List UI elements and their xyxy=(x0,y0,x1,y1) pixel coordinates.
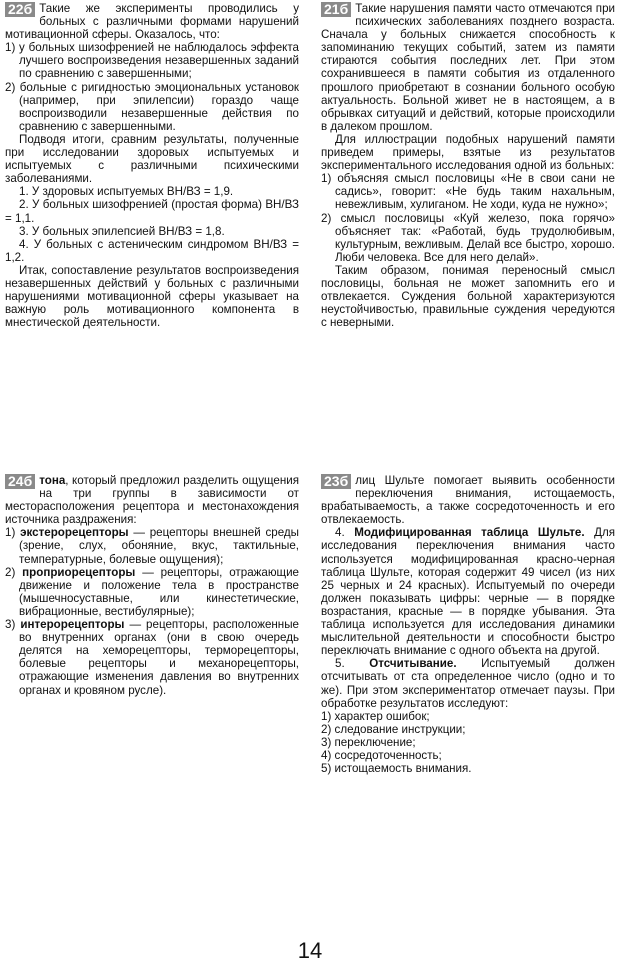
card-21-paragraph: Для иллюстрации подобных нарушений памяти приведем примеры, взятые из результатов экспериментального исследования одной из больных: xyxy=(321,132,615,173)
card-23-item: 2) следование инструкции; xyxy=(321,722,466,736)
card-21 xyxy=(321,2,615,329)
card-23-item: 1) характер ошибок; xyxy=(321,709,430,723)
card-23-item: 4) сосредоточенность; xyxy=(321,748,442,762)
card-24-item: 3) интерорецепторы — рецепторы, расположенные во внутренних органах (они в свою очередь делятся на хеморецепторы, терморецепторы, болевые рецепторы и механорецепторы, отражающие изменения давления во внутренних органах и кровяном русле). xyxy=(5,618,299,697)
card-22-badge: 22б xyxy=(5,2,35,17)
card-22 xyxy=(5,2,299,329)
page-number: 14 xyxy=(297,938,323,963)
card-22-intro: 22б Такие же эксперименты проводились у больных с различными формами нарушений мотивационной сферы. Оказалось, что: xyxy=(5,1,299,42)
card-22-item: 1) у больных шизофренией не наблюдалось эффекта лучшего воспроизведения незавершенных заданий по сравнению с завершенными; xyxy=(5,41,299,81)
card-21-paragraph: Таким образом, понимая переносный смысл пословицы, больная не может запомнить его и отвлекается. Суждения больной характеризуются неустойчивостью, правильные суждения чередуются с неверными. xyxy=(321,263,615,330)
card-24-badge: 24б xyxy=(5,474,35,489)
card-21-badge: 21б xyxy=(321,2,351,17)
card-23-method-5: 5. Отсчитывание. Испытуемый должен отсчитывать от ста определенное число (одно и то же). При этом экспериментатор отмечает паузы. При обработке результатов исследуют: xyxy=(321,657,615,710)
card-22-result: 1. У здоровых испытуемых ВН/ВЗ = 1,9. xyxy=(19,185,234,199)
card-21-paragraph: 21б Такие нарушения памяти часто отмечаются при психических заболеваниях позднего возраста. Сначала у больных снижается способность к запоминанию текущих событий, затем из памяти стираются события последних лет. При этом сохранившееся в памяти события из отдаленного прошлого приобретают в сознании больного особую актуальность. Больной живет не в настоящем, а в обрывках ситуаций и действий, которые происходили в далеком прошлом. xyxy=(321,1,615,133)
card-23-intro: 23б лиц Шульте помогает выявить особенности переключения внимания, истощаемость, врабатываемость, а также сосредоточенность и его отвлекаемость. xyxy=(321,473,615,527)
card-24-item: 1) экстерорецепторы — рецепторы внешней среды (зрение, слух, обоняние, вкус, тактильные, температурные, болевые ощущения); xyxy=(5,526,299,566)
card-22-result: 3. У больных эпилепсией ВН/ВЗ = 1,8. xyxy=(19,224,225,238)
card-22-conclusion: Итак, сопоставление результатов воспроизведения незавершенных действий у больных с различными нарушениями мотивационной сферы указывает на важную роль мотивационного компонента в мнестической деятельности. xyxy=(5,263,299,330)
card-22-summary: Подводя итоги, сравним результаты, полученные при исследовании здоровых испытуемых и испытуемых с различными психическими заболеваниями. xyxy=(5,132,299,186)
card-23-method-4: 4. Модифицированная таблица Шульте. Для исследования переключения внимания часто используется модифицированная красно-черная таблица Шульте, которая содержит 49 чисел (из них 25 черных и 24 красных). Испытуемый по очереди должен показывать цифры: черные — в порядке возрастания, красные — в порядке убывания. Эта таблица используется для исследования динамики мыслительной деятельности и способности быстро переключать внимание с одного объекта на другой. xyxy=(321,526,615,658)
card-21-item: 1) объясняя смысл пословицы «Не в свои сани не садись», говорит: «Не будь таким нахальным, невежливым, хулиганом. Не ходи, куда не нужно»; xyxy=(321,172,615,212)
card-22-result: 2. У больных шизофренией (простая форма) ВН/ВЗ = 1,1. xyxy=(5,198,299,225)
card-23-item: 5) истощаемость внимания. xyxy=(321,762,472,776)
card-23-badge: 23б xyxy=(321,474,351,489)
card-24-intro: 24б тона, который предложил разделить ощущения на три группы в зависимости от месторасположения рецептора и местонахождения источника раздражения: xyxy=(5,473,299,527)
card-23-item: 3) переключение; xyxy=(321,735,416,749)
card-21-item: 2) смысл пословицы «Куй железо, пока горячо» объясняет так: «Работай, будь трудолюбивым, культурным, вежливым. Делай все быстро, хорошо. Люби человека. Все для него делай». xyxy=(321,211,615,264)
card-24 xyxy=(5,474,299,697)
card-22-item: 2) больные с ригидностью эмоциональных установок (например, при эпилепсии) гораздо чаще воспроизводили незавершенные действия по сравнению с завершенными. xyxy=(5,80,299,133)
card-22-result: 4. У больных с астеническим синдромом ВН/ВЗ = 1,2. xyxy=(5,237,299,264)
card-24-item: 2) проприорецепторы — рецепторы, отражающие движение и положение тела в пространстве (мышечносуставные, или кинестетические, вибрационные, вестибулярные); xyxy=(5,565,299,618)
card-23 xyxy=(321,474,615,775)
